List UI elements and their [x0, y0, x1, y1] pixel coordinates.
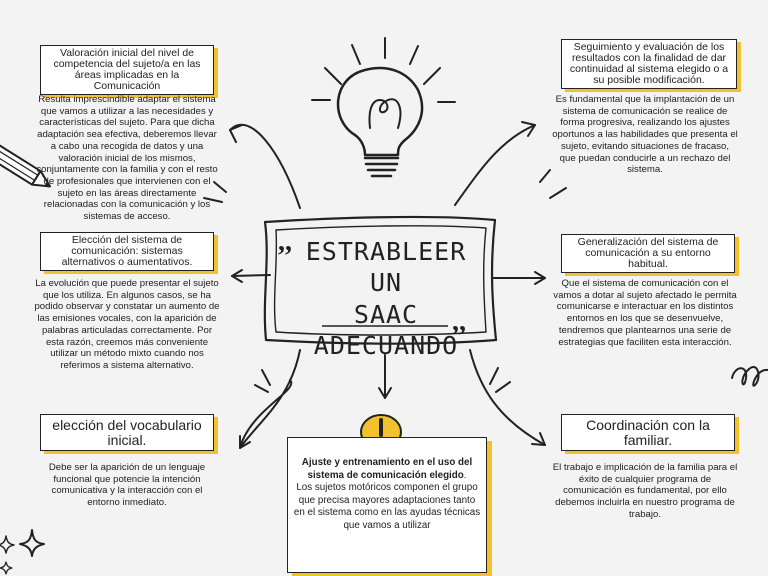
- sparkle-icon: [20, 530, 44, 556]
- arrow-to-vocabulario: [240, 350, 300, 448]
- vocabulario-heading: elección del vocabulario inicial.: [40, 414, 214, 451]
- svg-text:,,: ,,: [278, 226, 292, 257]
- ajuste-period: .: [463, 469, 467, 481]
- ajuste-heading: Ajuste y entrenamiento en el uso del sistema de comunicación elegido: [301, 457, 473, 481]
- title-line-3: ADECUANDO: [313, 330, 459, 360]
- main-title: [296, 236, 476, 361]
- arrow-to-valoracion: [230, 125, 300, 208]
- coordinacion-heading: Coordinación con la familiar.: [561, 414, 735, 451]
- vocabulario-body: Debe ser la aparición de un lenguaje funcional que potencie la intención comunicativa y la interacción con el entorno inmediato.: [48, 462, 206, 509]
- arrow-to-seguimiento: [455, 125, 535, 205]
- valoracion-body: Resulta imprescindible adaptar el sistema que vamos a utilizar a las necesidades y características del sujeto. Para que dicha adaptación sea efectiva, deberemos llevar a cabo una recogida de datos y una valoración inicial de los mismos, conjuntamente con la familia y con el resto de profesionales que intervienen con el sujeto en las áreas directamente relacionadas con la comunicación y los sistemas de acceso.: [36, 94, 218, 223]
- seguimiento-heading: Seguimiento y evaluación de los resultados con la finalidad de dar continuidad al sistema elegido o a su posible modificación.: [561, 39, 737, 89]
- arrow-to-coordinacion: [470, 350, 545, 445]
- title-line-1: ESTRABLEER UN: [305, 237, 467, 298]
- title-line-2: SAAC: [353, 299, 419, 329]
- svg-text:,,: ,,: [452, 306, 466, 337]
- ajuste-card: [287, 437, 487, 573]
- eleccion-sistema-heading: Elección del sistema de comunicación: sistemas alternativos o aumentativos.: [40, 232, 214, 271]
- generalizacion-body: Que el sistema de comunicación con el vamos a dotar al sujeto afectado le permita comunicarse e interactuar en los distintos entornos en los que se desenvuelve, tendremos que plantearnos una serie de estrategias que faciliten esta interacción.: [553, 278, 737, 348]
- eleccion-sistema-body: La evolución que puede presentar el sujeto que los utiliza. En algunos casos, se ha podido observar y constatar un aumento de las emisiones vocales, con la aparición de palabras articuladas correctamente. Por esta razón, creemos más conveniente utilizar un método mixto cuando nos referimos a sistema alternativo.: [34, 278, 220, 371]
- squiggle-icon: [732, 367, 768, 386]
- generalizacion-heading: Generalización del sistema de comunicación a su entorno habitual.: [561, 234, 735, 273]
- valoracion-heading: Valoración inicial del nivel de competencia del sujeto/a en las áreas implicadas en la Comunicación: [40, 45, 214, 95]
- lightbulb-icon: [312, 38, 455, 176]
- ajuste-body: Los sujetos motóricos componen el grupo que precisa mayores adaptaciones tanto en el sistema como en las ayudas técnicas que vamos a utilizar: [293, 482, 481, 531]
- arrow-to-eleccion: [232, 275, 270, 276]
- seguimiento-body: Es fundamental que la implantación de un sistema de comunicación se realice de forma progresiva, realizando los ajustes oportunos a las habilidades que presenta el sujeto, evitando situaciones de fracaso, que puedan conducirle a un rechazo del sistema.: [552, 94, 738, 176]
- coordinacion-body: El trabajo e implicación de la familia para el éxito de cualquier programa de comunicación es fundamental, por ello debemos incluirla en nuestro programa de trabajo.: [552, 462, 738, 520]
